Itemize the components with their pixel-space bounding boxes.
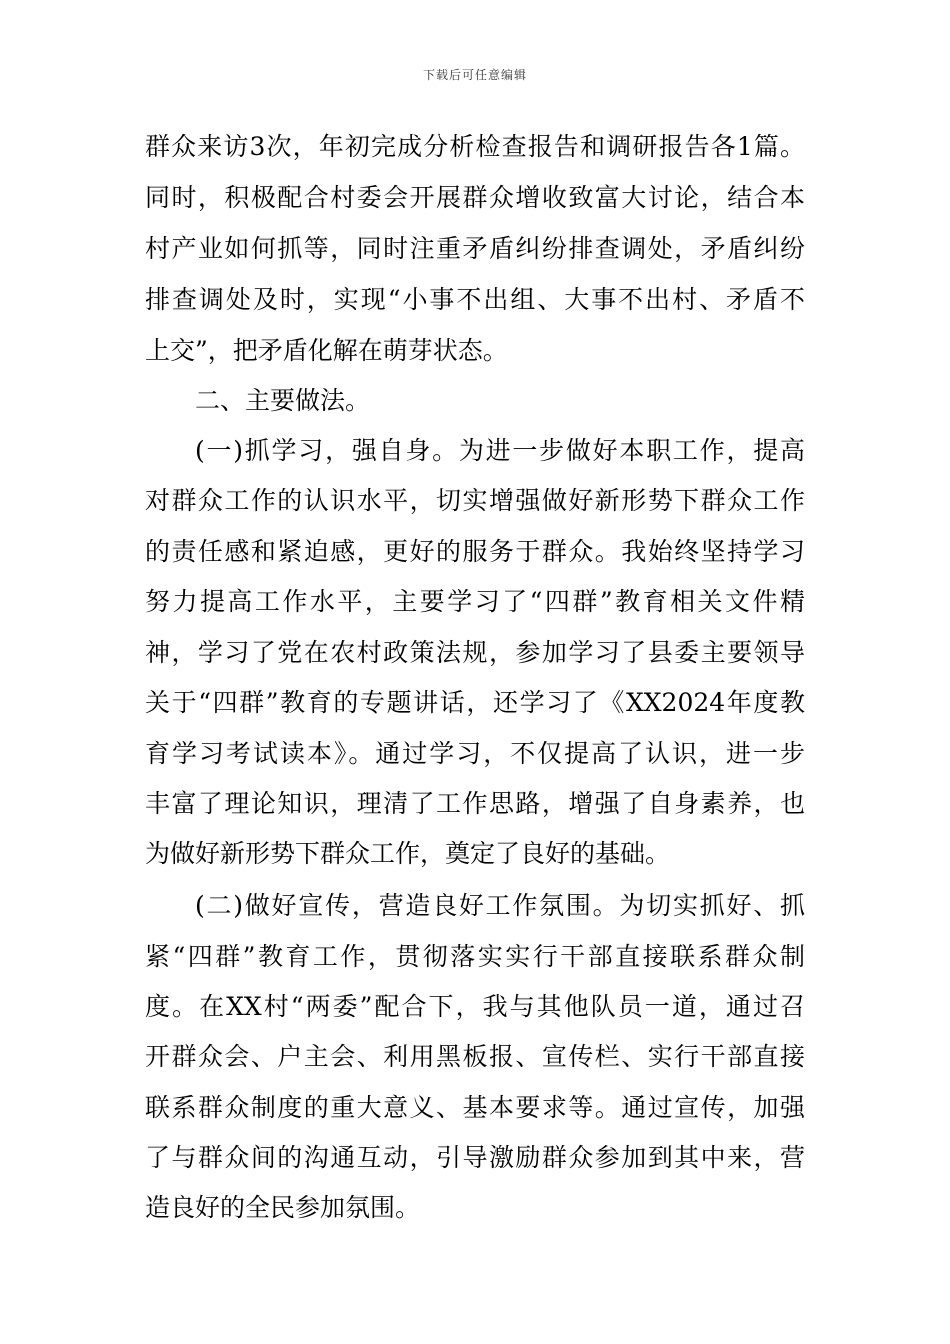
paragraph-line: 育学习考试读本》。通过学习，不仅提高了认识，进一步 (145, 739, 805, 768)
paragraph-line: 群众来访3次，年初完成分析检查报告和调研报告各1篇。 (145, 132, 805, 161)
paragraph-line: 联系群众制度的重大意义、基本要求等。通过宣传，加强 (145, 1093, 805, 1122)
header-note: 下载后可任意编辑 (422, 68, 527, 82)
paragraph-line: 造良好的全民参加氛围。 (145, 1193, 421, 1222)
paragraph-line: 为做好新形势下群众工作，奠定了良好的基础。 (145, 839, 671, 868)
paragraph-line: 村产业如何抓等，同时注重矛盾纠纷排查调处，矛盾纠纷 (145, 234, 805, 263)
paragraph-line: (二)做好宣传，营造良好工作氛围。为切实抓好、抓 (195, 891, 805, 920)
paragraph-line: 开群众会、户主会、利用黑板报、宣传栏、实行干部直接 (145, 1042, 805, 1071)
paragraph-line: 丰富了理论知识，理清了工作思路，增强了自身素养，也 (145, 789, 805, 818)
paragraph-line: 关于“四群”教育的专题讲话，还学习了《XX2024年度教 (145, 688, 805, 717)
paragraph-line: 对群众工作的认识水平，切实增强做好新形势下群众工作 (145, 486, 805, 515)
paragraph-line: 上交”，把矛盾化解在萌芽状态。 (145, 336, 508, 365)
paragraph-line: 努力提高工作水平，主要学习了“四群”教育相关文件精 (145, 587, 805, 616)
paragraph-line: 排查调处及时，实现“小事不出组、大事不出村、矛盾不 (145, 285, 805, 314)
paragraph-line: 度。在XX村“两委”配合下，我与其他队员一道，通过召 (145, 992, 805, 1021)
section-heading: 二、主要做法。 (195, 386, 371, 415)
paragraph-line: 了与群众间的沟通互动，引导激励群众参加到其中来，营 (145, 1143, 805, 1172)
paragraph-line: 紧“四群”教育工作，贯彻落实实行干部直接联系群众制 (145, 942, 805, 971)
paragraph-line: (一)抓学习，强自身。为进一步做好本职工作，提高 (195, 436, 805, 465)
paragraph-line: 的责任感和紧迫感，更好的服务于群众。我始终坚持学习 (145, 537, 805, 566)
paragraph-line: 同时，积极配合村委会开展群众增收致富大讨论，结合本 (145, 183, 805, 212)
paragraph-line: 神，学习了党在农村政策法规，参加学习了县委主要领导 (145, 638, 805, 667)
